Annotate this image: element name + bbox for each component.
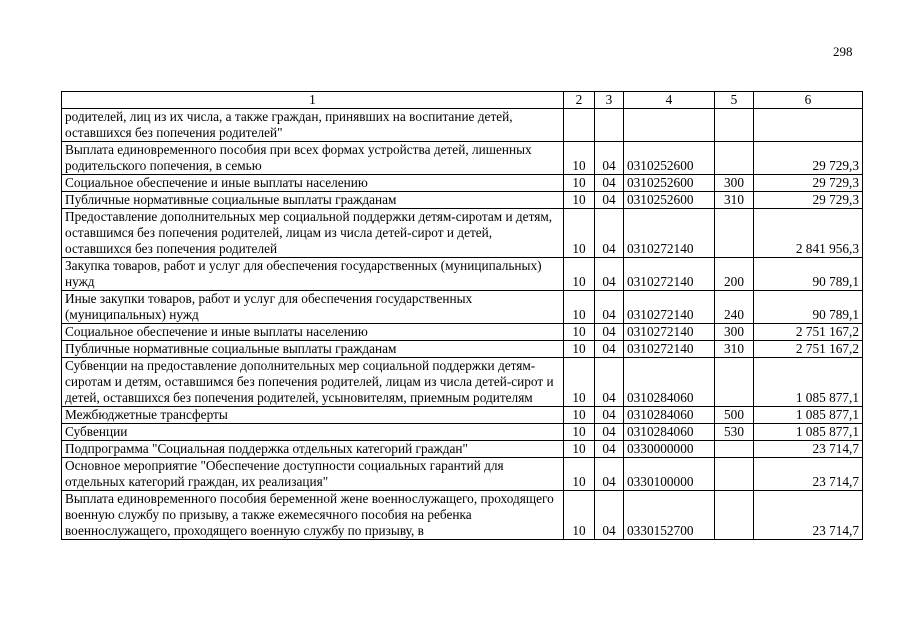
table-row: [62, 209, 863, 258]
row-section: 10: [564, 324, 595, 341]
table-row: [62, 291, 863, 324]
header-col-1: 1: [62, 92, 564, 109]
row-target-code: [624, 109, 715, 142]
row-sum: 23 714,7: [754, 441, 863, 458]
table-row: [62, 358, 863, 407]
table-row: [62, 491, 863, 540]
row-name: Выплата единовременного пособия беременной жене военнослужащего, проходящего военную службу по призыву, а также ежемесячного пособия на ребенка военнослужащего, проходящего военную службу по призыву, в: [62, 491, 564, 540]
row-name: Публичные нормативные социальные выплаты гражданам: [62, 192, 564, 209]
row-sum: 23 714,7: [754, 458, 863, 491]
row-expense-type: 530: [715, 424, 754, 441]
row-expense-type: [715, 142, 754, 175]
row-sum: 2 751 167,2: [754, 341, 863, 358]
row-subsection: 04: [595, 441, 624, 458]
row-sum: 1 085 877,1: [754, 407, 863, 424]
row-target-code: 0310252600: [624, 175, 715, 192]
row-subsection: 04: [595, 209, 624, 258]
table-row: [62, 324, 863, 341]
table-header-row: [62, 92, 863, 109]
row-section: 10: [564, 424, 595, 441]
row-section: 10: [564, 258, 595, 291]
row-subsection: 04: [595, 175, 624, 192]
row-name: Социальное обеспечение и иные выплаты населению: [62, 324, 564, 341]
table-row: [62, 458, 863, 491]
row-subsection: 04: [595, 341, 624, 358]
row-sum: 2 751 167,2: [754, 324, 863, 341]
header-col-3: 3: [595, 92, 624, 109]
row-name: Межбюджетные трансферты: [62, 407, 564, 424]
row-target-code: 0330100000: [624, 458, 715, 491]
row-sum: 29 729,3: [754, 175, 863, 192]
row-sum: 29 729,3: [754, 142, 863, 175]
row-target-code: 0310284060: [624, 424, 715, 441]
row-name: Предоставление дополнительных мер социальной поддержки детям-сиротам и детям, оставшимся без попечения родителей, лицам из числа детей-сирот и детей, оставшихся без попечения родителей: [62, 209, 564, 258]
row-section: 10: [564, 142, 595, 175]
row-name: Подпрограмма "Социальная поддержка отдельных категорий граждан": [62, 441, 564, 458]
table-row: [62, 109, 863, 142]
row-section: 10: [564, 291, 595, 324]
row-name: Публичные нормативные социальные выплаты гражданам: [62, 341, 564, 358]
table-row: [62, 341, 863, 358]
row-target-code: 0310252600: [624, 192, 715, 209]
row-target-code: 0310252600: [624, 142, 715, 175]
row-name: Субвенции на предоставление дополнительных мер социальной поддержки детям-сиротам и детям, оставшимся без попечения родителей, лицам из числа детей-сирот и детей, оставшихся без попечения родителей, усыновителям, приемным родителям: [62, 358, 564, 407]
row-expense-type: 300: [715, 324, 754, 341]
table-row: [62, 142, 863, 175]
row-target-code: 0330152700: [624, 491, 715, 540]
row-target-code: 0310272140: [624, 324, 715, 341]
row-expense-type: [715, 441, 754, 458]
row-target-code: 0310272140: [624, 258, 715, 291]
row-section: 10: [564, 175, 595, 192]
row-subsection: 04: [595, 291, 624, 324]
row-expense-type: 310: [715, 341, 754, 358]
row-subsection: 04: [595, 424, 624, 441]
row-section: 10: [564, 407, 595, 424]
table-row: [62, 192, 863, 209]
row-subsection: 04: [595, 258, 624, 291]
header-col-2: 2: [564, 92, 595, 109]
header-col-4: 4: [624, 92, 715, 109]
row-subsection: 04: [595, 491, 624, 540]
row-subsection: 04: [595, 324, 624, 341]
row-name: Закупка товаров, работ и услуг для обеспечения государственных (муниципальных) нужд: [62, 258, 564, 291]
row-target-code: 0310272140: [624, 341, 715, 358]
page-number: 298: [833, 44, 853, 59]
header-col-6: 6: [754, 92, 863, 109]
row-section: 10: [564, 491, 595, 540]
row-expense-type: [715, 458, 754, 491]
row-target-code: 0310284060: [624, 358, 715, 407]
row-target-code: 0310272140: [624, 209, 715, 258]
table-row: [62, 258, 863, 291]
row-section: 10: [564, 209, 595, 258]
table-row: [62, 424, 863, 441]
row-subsection: 04: [595, 192, 624, 209]
row-expense-type: 500: [715, 407, 754, 424]
row-section: 10: [564, 358, 595, 407]
row-expense-type: 300: [715, 175, 754, 192]
row-name: родителей, лиц из их числа, а также граждан, принявших на воспитание детей, оставшихся без попечения родителей": [62, 109, 564, 142]
row-expense-type: [715, 109, 754, 142]
row-sum: 29 729,3: [754, 192, 863, 209]
row-subsection: 04: [595, 142, 624, 175]
table-row: [62, 407, 863, 424]
table-row: [62, 441, 863, 458]
row-name: Основное мероприятие "Обеспечение доступности социальных гарантий для отдельных категорий граждан, их реализация": [62, 458, 564, 491]
row-section: [564, 109, 595, 142]
row-sum: 1 085 877,1: [754, 358, 863, 407]
row-expense-type: 240: [715, 291, 754, 324]
row-expense-type: 200: [715, 258, 754, 291]
row-sum: 90 789,1: [754, 258, 863, 291]
row-subsection: [595, 109, 624, 142]
table-row: [62, 175, 863, 192]
row-target-code: 0310284060: [624, 407, 715, 424]
row-section: 10: [564, 458, 595, 491]
row-name: Социальное обеспечение и иные выплаты населению: [62, 175, 564, 192]
row-subsection: 04: [595, 458, 624, 491]
row-sum: 23 714,7: [754, 491, 863, 540]
row-section: 10: [564, 341, 595, 358]
header-col-5: 5: [715, 92, 754, 109]
row-target-code: 0330000000: [624, 441, 715, 458]
row-expense-type: [715, 358, 754, 407]
row-target-code: 0310272140: [624, 291, 715, 324]
row-name: Иные закупки товаров, работ и услуг для обеспечения государственных (муниципальных) нужд: [62, 291, 564, 324]
row-expense-type: [715, 491, 754, 540]
row-expense-type: [715, 209, 754, 258]
row-sum: 1 085 877,1: [754, 424, 863, 441]
row-subsection: 04: [595, 407, 624, 424]
budget-table: [61, 91, 863, 540]
row-sum: 90 789,1: [754, 291, 863, 324]
row-name: Субвенции: [62, 424, 564, 441]
row-expense-type: 310: [715, 192, 754, 209]
row-sum: 2 841 956,3: [754, 209, 863, 258]
row-name: Выплата единовременного пособия при всех формах устройства детей, лишенных родительского попечения, в семью: [62, 142, 564, 175]
row-section: 10: [564, 441, 595, 458]
row-sum: [754, 109, 863, 142]
row-subsection: 04: [595, 358, 624, 407]
row-section: 10: [564, 192, 595, 209]
